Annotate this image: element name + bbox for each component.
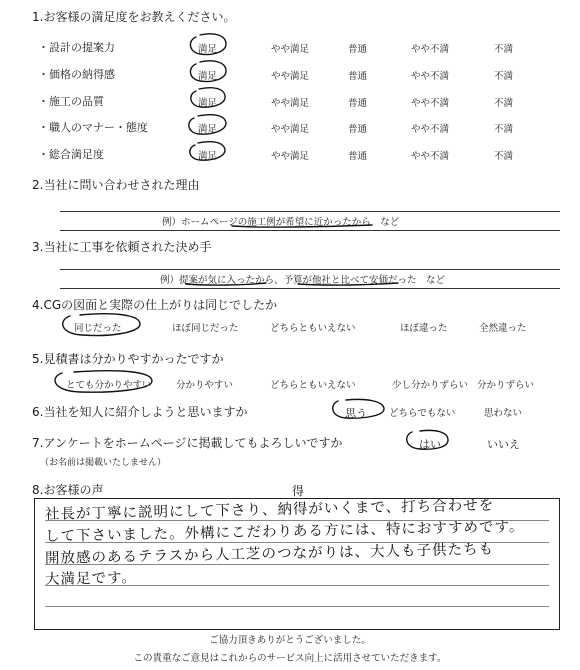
q3-answer-line-bottom — [60, 288, 560, 289]
q7-title: 7.アンケートをホームページに掲載してもよろしいですか — [32, 436, 343, 450]
q1-title: 1.お客様の満足度をお教えください。 — [32, 10, 236, 24]
q1-option-dissatisfied[interactable]: 不満 — [494, 151, 514, 162]
q1-option-dissatisfied[interactable]: 不満 — [494, 124, 514, 135]
q1-row-label: ・職人のマナー・態度 — [38, 121, 148, 134]
q1-row-label: ・設計の提案力 — [38, 41, 115, 54]
comment-line: 大満足です。 — [44, 570, 138, 588]
q4-option-totally-different[interactable]: 全然違った — [479, 323, 527, 334]
q1-option-satisfied[interactable]: 満足 — [198, 124, 218, 135]
q3-answer-line[interactable] — [60, 269, 560, 270]
q1-option-satisfied[interactable]: 満足 — [198, 151, 218, 162]
q3-title: 3.当社に工事を依頼された決め手 — [32, 240, 212, 254]
q1-option-somewhat-satisfied[interactable]: やや満足 — [271, 71, 310, 82]
q2-answer-line-bottom — [60, 230, 560, 231]
q2-title: 2.当社に問い合わせされた理由 — [32, 178, 200, 192]
q6-option-neither[interactable]: どちらでもない — [389, 408, 456, 419]
q4-option-almost-different[interactable]: ほぼ違った — [400, 323, 448, 334]
q2-example: 例）ホームページの施工例が希望に近かったから など — [162, 217, 400, 228]
q5-option-neither[interactable]: どちらともいえない — [270, 380, 356, 391]
q2-answer-line[interactable] — [60, 211, 560, 212]
q1-option-somewhat-satisfied[interactable]: やや満足 — [271, 151, 310, 162]
q8-title: 8.お客様の声 — [32, 483, 104, 497]
q6-option-no[interactable]: 思わない — [484, 408, 523, 419]
q1-option-neutral[interactable]: 普通 — [348, 151, 368, 162]
q1-row-label: ・総合満足度 — [38, 148, 104, 161]
q1-option-neutral[interactable]: 普通 — [348, 44, 368, 55]
q1-row-label: ・価格の納得感 — [38, 68, 115, 81]
q1-option-somewhat-satisfied[interactable]: やや満足 — [271, 98, 310, 109]
q1-option-neutral[interactable]: 普通 — [348, 71, 368, 82]
q8-insert-mark: 得 — [292, 484, 305, 498]
comment-rule — [45, 606, 549, 607]
q1-option-somewhat-dissatisfied[interactable]: やや不満 — [411, 124, 450, 135]
q1-option-somewhat-dissatisfied[interactable]: やや不満 — [411, 71, 450, 82]
footer-thanks: ご協力頂きありがとうございました。 — [209, 635, 371, 646]
comment-line: 社長が丁寧に説明にして下さり、納得がいくまで、打ち合わせを — [44, 497, 495, 523]
q4-option-same[interactable]: 同じだった — [74, 323, 122, 334]
q1-option-somewhat-satisfied[interactable]: やや満足 — [271, 124, 310, 135]
q7-option-no[interactable]: いいえ — [487, 438, 520, 451]
q6-title: 6.当社を知人に紹介しようと思いますか — [32, 405, 248, 419]
q5-option-very-clear[interactable]: とても分かりやすい — [66, 380, 152, 391]
q1-option-dissatisfied[interactable]: 不満 — [494, 44, 514, 55]
q4-option-almost-same[interactable]: ほぼ同じだった — [172, 323, 239, 334]
q5-option-slightly-unclear[interactable]: 少し分かりずらい — [392, 380, 469, 391]
comment-line: 開放感のあるテラスから人工芝のつながりは、大人も子供たちも — [44, 541, 495, 567]
q5-option-unclear[interactable]: 分かりずらい — [477, 380, 535, 391]
q1-option-somewhat-satisfied[interactable]: やや満足 — [271, 44, 310, 55]
footer-usage-note: この貴重なご意見はこれからのサービス向上に活用させていただきます。 — [133, 653, 447, 664]
q1-option-dissatisfied[interactable]: 不満 — [494, 71, 514, 82]
q1-option-somewhat-dissatisfied[interactable]: やや不満 — [411, 44, 450, 55]
q5-title: 5.見積書は分かりやすかったですか — [32, 352, 224, 366]
q1-option-dissatisfied[interactable]: 不満 — [494, 98, 514, 109]
q1-option-satisfied[interactable]: 満足 — [198, 71, 218, 82]
q1-option-somewhat-dissatisfied[interactable]: やや不満 — [411, 151, 450, 162]
q5-option-clear[interactable]: 分かりやすい — [176, 380, 234, 391]
q1-option-neutral[interactable]: 普通 — [348, 124, 368, 135]
q4-option-neither[interactable]: どちらともいえない — [270, 323, 356, 334]
q1-option-satisfied[interactable]: 満足 — [198, 44, 218, 55]
q7-note: （お名前は掲載いたしません） — [40, 458, 167, 468]
q7-option-yes[interactable]: はい — [419, 438, 441, 451]
q3-example: 例）提案が気に入ったから、予算が他社と比べて安価だった など — [160, 275, 446, 286]
q6-option-yes[interactable]: 思う — [345, 407, 367, 420]
q4-title: 4.CGの図面と実際の仕上がりは同じでしたか — [32, 298, 278, 312]
q1-row-label: ・施工の品質 — [38, 95, 104, 108]
q1-option-satisfied[interactable]: 満足 — [198, 98, 218, 109]
q1-option-somewhat-dissatisfied[interactable]: やや不満 — [411, 98, 450, 109]
q1-option-neutral[interactable]: 普通 — [348, 98, 368, 109]
q8-comment-box[interactable] — [34, 498, 560, 630]
comment-line: して下さいました。外構にこだわりある方には、特におすすめです。 — [44, 518, 525, 545]
